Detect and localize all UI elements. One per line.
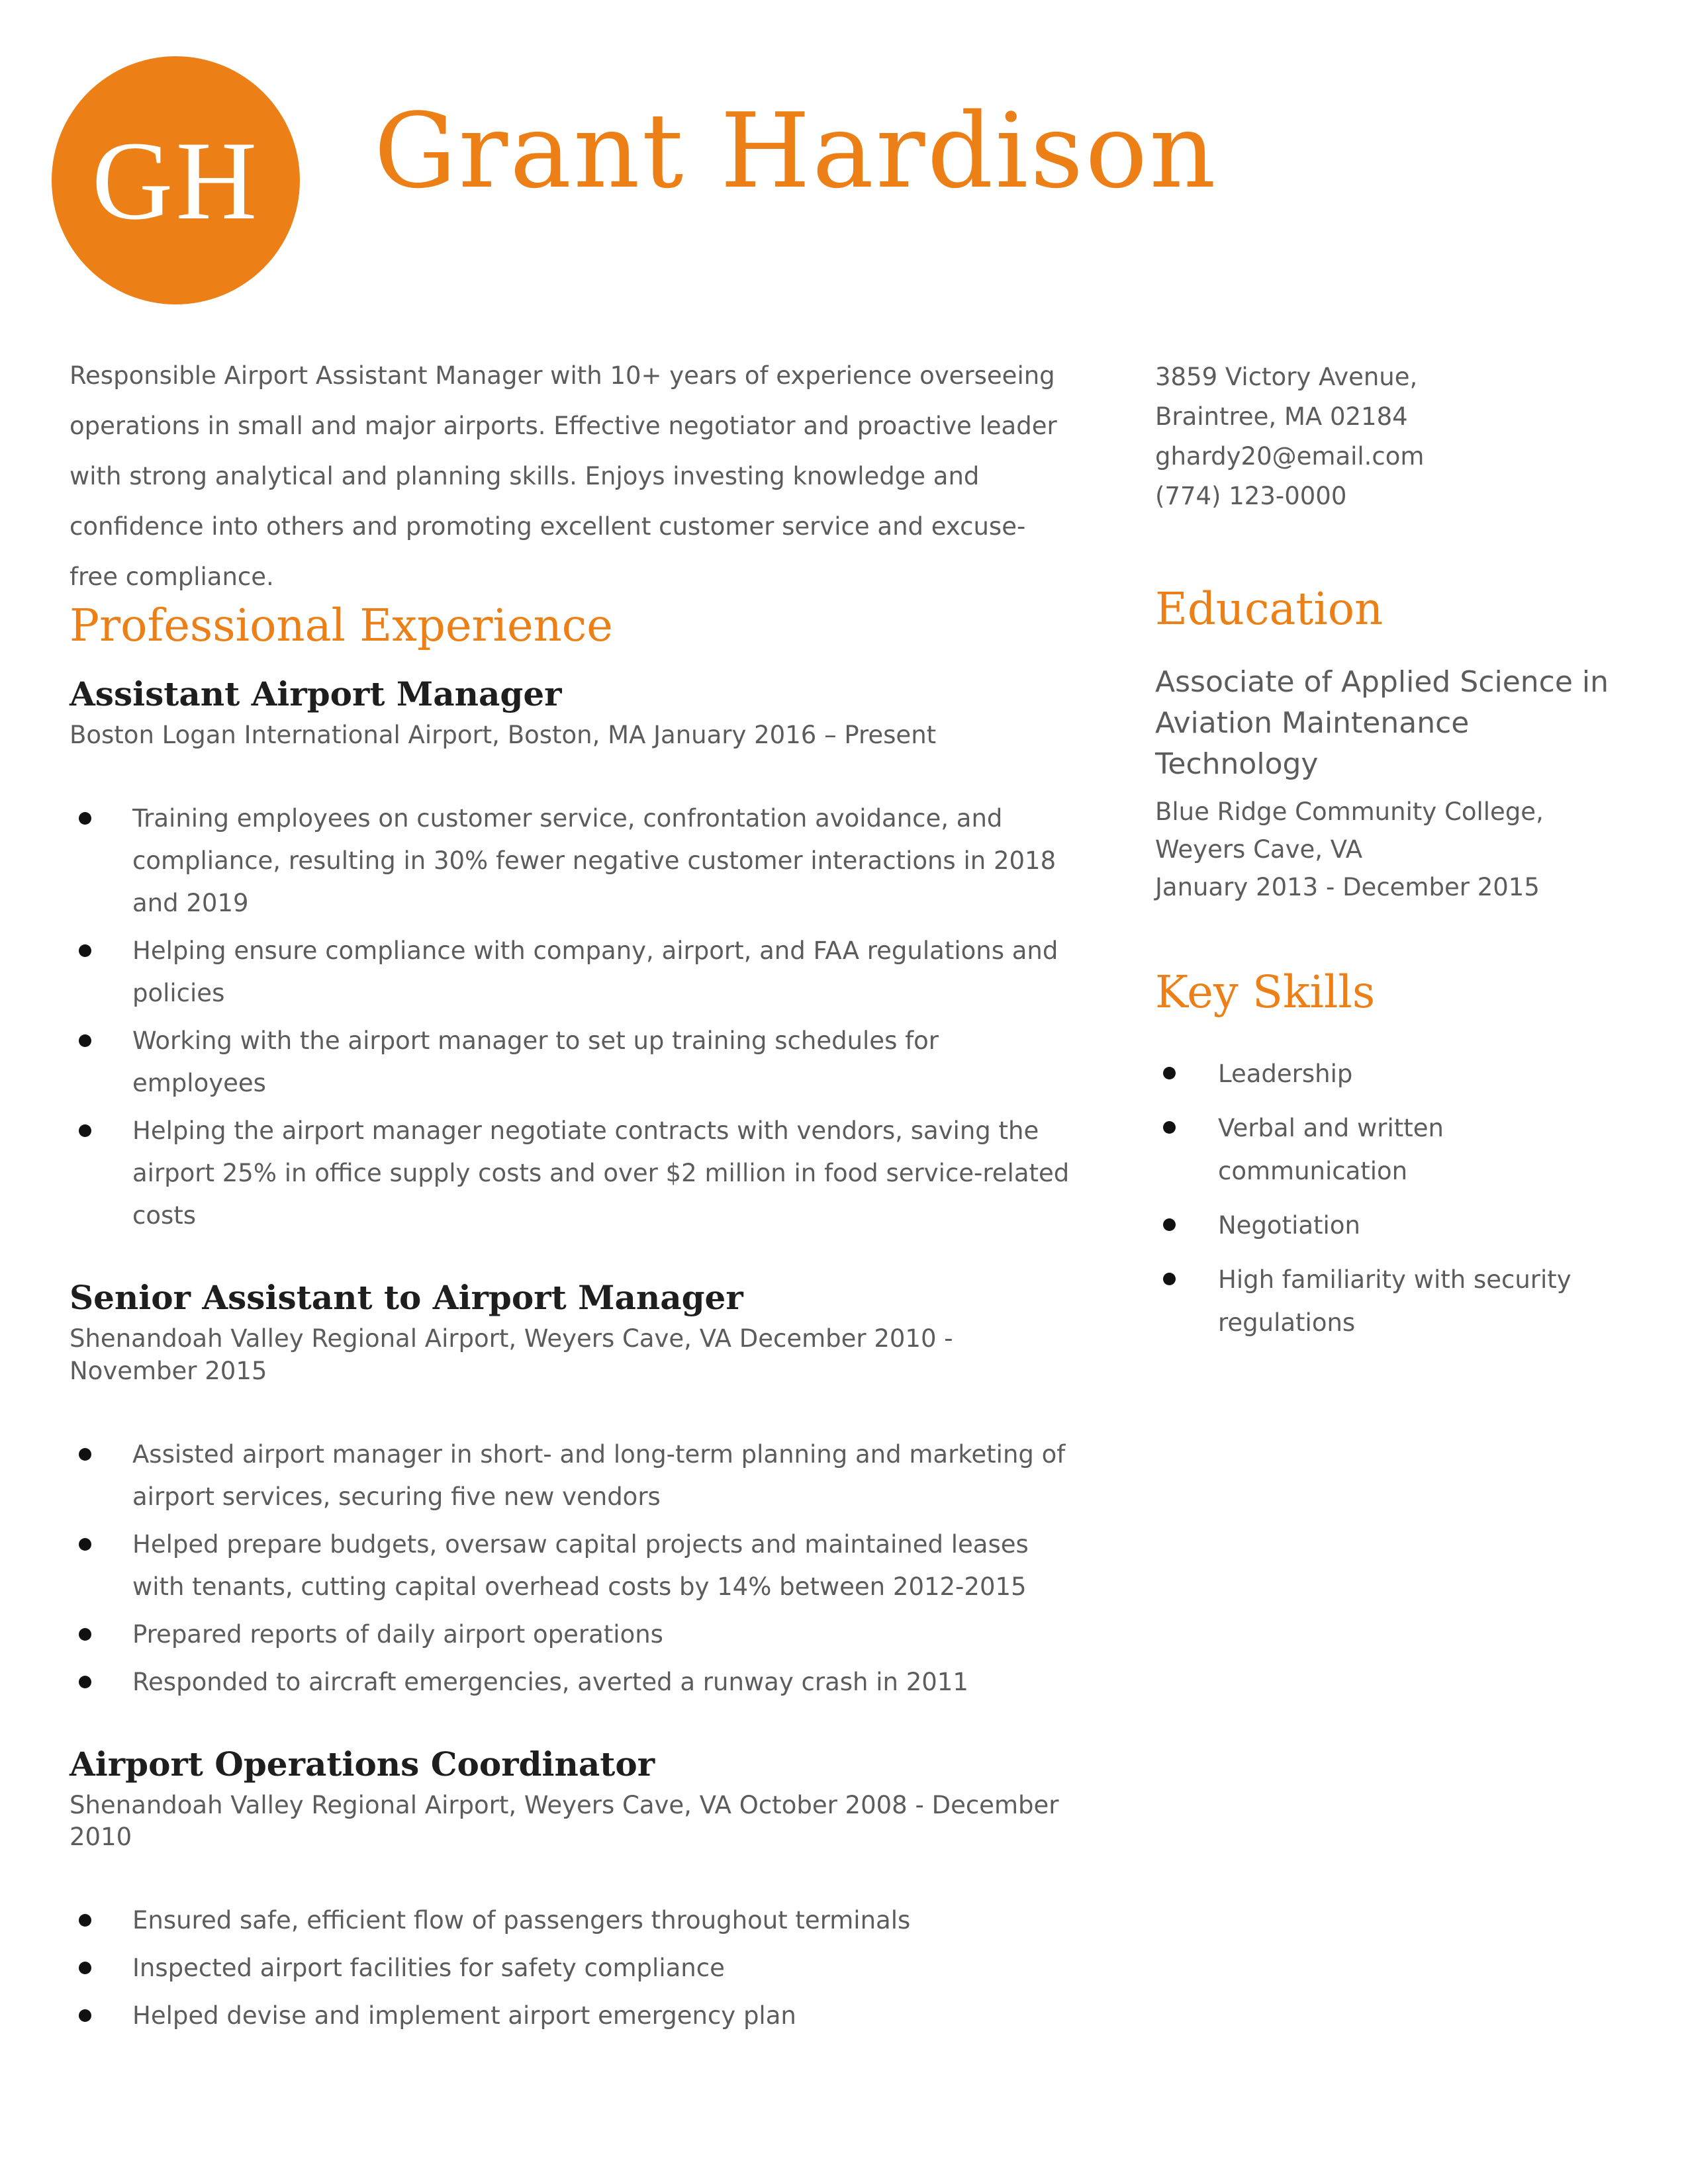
- skills-heading: Key Skills: [1155, 966, 1376, 1019]
- bullet-text: Ensured safe, efficient flow of passengers throughout terminals: [132, 1905, 911, 1934]
- job-entry: [70, 1278, 1076, 1703]
- skill-item: [1155, 1258, 1632, 1344]
- degree: [1155, 662, 1632, 785]
- bullet-item: [70, 1995, 1076, 2037]
- bullet-item: [70, 1020, 1076, 1105]
- education-dates: January 2013 - December 2015: [1155, 873, 1540, 902]
- summary: Responsible Airport Assistant Manager with 10+ years of experience overseeing operations in small and major airports. Effective negotiator and proactive leader with strong analytical and planning skills. Enjoys investing knowledge and confidence into others and promoting excellent customer service and excuse-free compliance.: [70, 361, 1057, 591]
- bullet-icon: [1163, 1121, 1176, 1134]
- bullet-item: [70, 1433, 1076, 1518]
- job-bullets: [70, 1433, 1076, 1704]
- initials: GH: [91, 118, 260, 243]
- job-entry: [70, 1745, 1076, 2037]
- school-location: Weyers Cave, VA: [1155, 835, 1363, 864]
- job-meta: Boston Logan International Airport, Boston, MA January 2016 – Present: [70, 721, 937, 750]
- bullet-text: Helping the airport manager negotiate contracts with vendors, saving the airport 25% in office supply costs and over $2 million in food service-related costs: [132, 1116, 1070, 1230]
- job-title: Airport Operations Coordinator: [70, 1744, 655, 1784]
- skill-item: [1155, 1107, 1632, 1193]
- bullet-item: [70, 1614, 1076, 1656]
- bullet-icon: [79, 1628, 91, 1641]
- bullet-item: [70, 1899, 1076, 1942]
- job-meta: Shenandoah Valley Regional Airport, Weyers Cave, VA October 2008 - December 2010: [70, 1790, 1059, 1851]
- skill-item: [1155, 1052, 1632, 1095]
- bullet-text: Working with the airport manager to set up training schedules for employees: [132, 1026, 939, 1098]
- job-bullets: [70, 1899, 1076, 2037]
- monogram-badge: [52, 56, 300, 304]
- education-section: [1155, 582, 1632, 906]
- bullet-icon: [79, 2009, 91, 2022]
- bullet-item: [70, 1524, 1076, 1608]
- skill-text: High familiarity with security regulations: [1218, 1265, 1571, 1337]
- job-title: Assistant Airport Manager: [70, 674, 562, 714]
- bullet-text: Inspected airport facilities for safety compliance: [132, 1953, 725, 1982]
- contact-info: [1155, 357, 1632, 516]
- email: ghardy20@email.com: [1155, 442, 1425, 471]
- candidate-name: Grant Hardison: [374, 91, 1218, 211]
- degree-line-2: Aviation Maintenance Technology: [1155, 706, 1470, 782]
- address-line-2: Braintree, MA 02184: [1155, 402, 1408, 431]
- bullet-item: [70, 930, 1076, 1015]
- job-title: Senior Assistant to Airport Manager: [70, 1278, 743, 1318]
- job-entry: [70, 674, 1076, 1237]
- bullet-icon: [79, 1124, 91, 1137]
- bullet-text: Training employees on customer service, confrontation avoidance, and compliance, resulting in 30% fewer negative customer interactions in 2018 and 2019: [132, 804, 1056, 918]
- skill-text: Verbal and written communication: [1218, 1113, 1444, 1185]
- bullet-icon: [79, 812, 91, 825]
- bullet-icon: [79, 1676, 91, 1688]
- bullet-text: Prepared reports of daily airport operations: [132, 1619, 663, 1649]
- experience-heading: Professional Experience: [70, 600, 613, 651]
- sidebar-column: [1155, 357, 1632, 1355]
- bullet-item: [70, 1110, 1076, 1237]
- bullet-icon: [79, 1962, 91, 1974]
- bullet-text: Helped prepare budgets, oversaw capital projects and maintained leases with tenants, cutting capital overhead costs by 14% between 2012-2015: [132, 1529, 1029, 1601]
- degree-line-1: Associate of Applied Science in: [1155, 665, 1609, 700]
- bullet-text: Helping ensure compliance with company, airport, and FAA regulations and policies: [132, 936, 1058, 1008]
- job-bullets: [70, 797, 1076, 1237]
- bullet-item: [70, 1661, 1076, 1704]
- bullet-icon: [79, 1914, 91, 1927]
- bullet-text: Responded to aircraft emergencies, averted a runway crash in 2011: [132, 1667, 968, 1696]
- bullet-icon: [1163, 1273, 1176, 1285]
- bullet-icon: [79, 1538, 91, 1551]
- main-column: [70, 599, 1076, 2042]
- school-name: Blue Ridge Community College,: [1155, 797, 1544, 827]
- bullet-icon: [1163, 1218, 1176, 1231]
- education-heading: Education: [1155, 583, 1383, 635]
- skill-item: [1155, 1204, 1632, 1247]
- skills-list: [1155, 1052, 1632, 1344]
- bullet-item: [70, 797, 1076, 925]
- skills-section: [1155, 966, 1632, 1343]
- skill-text: Leadership: [1218, 1059, 1353, 1088]
- bullet-text: Helped devise and implement airport emergency plan: [132, 2001, 796, 2030]
- bullet-icon: [79, 944, 91, 957]
- bullet-icon: [1163, 1067, 1176, 1079]
- bullet-icon: [79, 1034, 91, 1047]
- bullet-item: [70, 1947, 1076, 1989]
- bullet-text: Assisted airport manager in short- and long-term planning and marketing of airport services, securing five new vendors: [132, 1439, 1066, 1511]
- bullet-icon: [79, 1448, 91, 1461]
- skill-text: Negotiation: [1218, 1210, 1360, 1240]
- phone: (774) 123-0000: [1155, 482, 1347, 510]
- address-line-1: 3859 Victory Avenue,: [1155, 363, 1418, 391]
- job-meta: Shenandoah Valley Regional Airport, Weyers Cave, VA December 2010 - November 2015: [70, 1324, 953, 1385]
